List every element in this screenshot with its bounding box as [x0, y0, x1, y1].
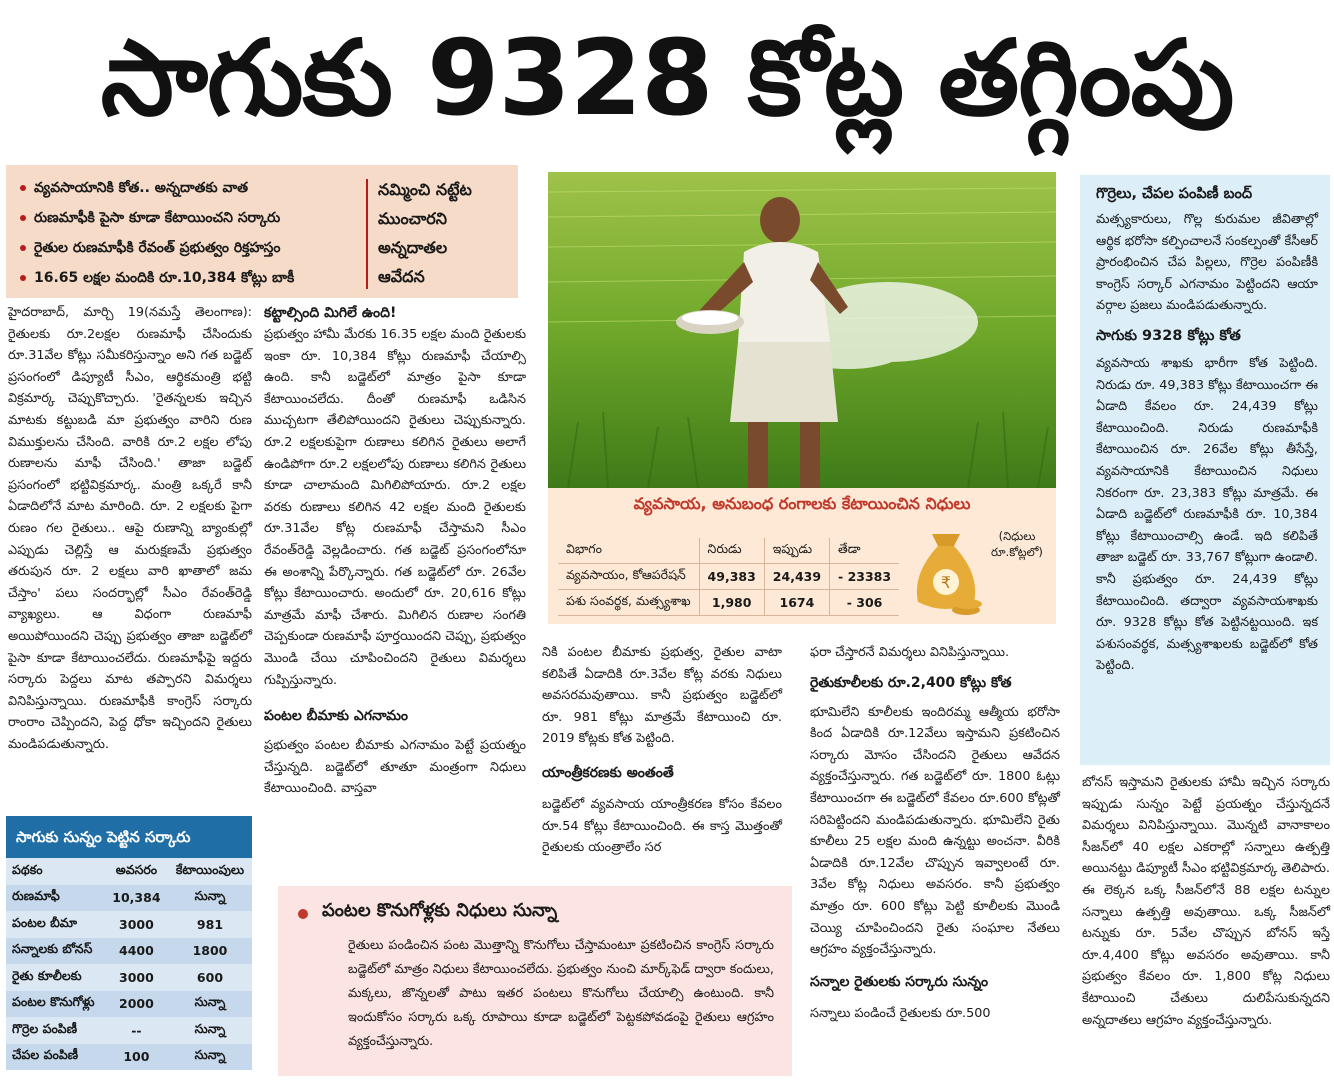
pull-quote-line: నమ్మించి నట్టేట [378, 180, 472, 199]
subheading: గొర్రెలు, చేపల పంపిణీ బంద్ [1096, 186, 1253, 202]
highlight-bullet: 16.65 లక్షల మందికి రూ.10,384 కోట్లు బాకీ [20, 263, 360, 293]
pull-quote-line: ఆవేదన [378, 267, 425, 286]
headline: సాగుకు 9328 కోట్ల తగ్గింపు [100, 17, 1234, 139]
money-bag-icon [908, 524, 984, 620]
table-cell: - 306 [830, 590, 900, 616]
bullet-dot-icon [298, 909, 308, 919]
table-row [6, 1017, 252, 1044]
table-cell: చేపల పంపిణీ [6, 1044, 105, 1071]
highlight-bullet: రుణమాఫీకి పైసా కూడా కేటాయించని సర్కారు [20, 203, 360, 233]
table-header-row [6, 858, 252, 885]
table-cell: 1800 [168, 938, 252, 965]
table-cell: సున్నా [168, 1017, 252, 1044]
table-header-cell: అవసరం [105, 858, 168, 885]
article-column-2 [264, 302, 526, 800]
table-cell: 3000 [105, 911, 168, 938]
highlight-bullet: వ్యవసాయానికి కోత.. అన్నదాతకు వాత [20, 173, 360, 203]
article-column-4 [810, 642, 1060, 1024]
article-paragraph: ప్రభుత్వం హామీ మేరకు 16.35 లక్షల మంది రైతులకు ఇంకా రూ. 10,384 కోట్లు రుణమాఫీ చేయాల్సి ఉంది. కానీ బడ్జెట్‌లో మాత్రం పైసా కూడా కేటాయించలేదు. దీంతో రుణమాఫీ ఒడిసిన ముచ్చటగా తేలిపోయిందని రైతులు చెప్పుకున్నారు. రూ.2 లక్షలకుపైగా రుణాలు కలిగిన రైతులు అలాగే ఉండిపోగా రూ.2 లక్షలలోపు రుణాలు కలిగిన రైతులు కూడా చాలామంది మిగిలిపోయారు. రూ.2 లక్షల వరకు రుణాలు కలిగిన 42 లక్షల మంది రైతులకు రూ.31వేల కోట్ల రుణమాఫీ చేస్తామని సీఎం రేవంత్‌రెడ్డి వెల్లడించారు. గత బడ్జెట్ ప్రసంగంలోనూ ఈ అంశాన్ని పేర్కొన్నారు. గత బడ్జెట్‌లో రూ. 26వేల కోట్లు కేటాయించారు. అందులో రూ. 20,616 కోట్లు మాత్రమే మాఫీ చేశారు. మిగిలిన రుణాల సంగతి చెప్పకుండా రుణమాఫీ పూర్తయిందని చెప్పు, ప్రభుత్వం మొండి చేయి చూపించిందని రైతులు విమర్శలు గుప్పిస్తున్నారు. [264, 327, 526, 688]
article-paragraph: నికి పంటల బీమాకు ప్రభుత్వ, రైతుల వాటా కలిపితే ఏడాదికి రూ.3వేల కోట్ల వరకు నిధులు అవసరమవుతాయి. కానీ ప్రభుత్వం బడ్జెట్‌లో రూ. 981 కోట్లు మాత్రమే కేటాయించి రూ. 2019 కోట్లకు కోత పెట్టింది. [542, 645, 782, 747]
highlights-box [6, 165, 518, 298]
article-paragraph: ప్రభుత్వం పంటల బీమాకు ఎగనామం పెట్టే ప్రయత్నం చేస్తున్నది. బడ్జెట్‌లో తూతూ మంత్రంగా నిధులు కేటాయించింది. వాస్తవా [264, 738, 526, 797]
table-cell: 24,439 [764, 564, 829, 590]
pull-quote [378, 175, 518, 291]
table-cell: పంటల కొనుగోళ్లు [6, 991, 105, 1018]
box-paragraph: రైతులు పండించిన పంట మొత్తాన్ని కొనుగోలు చేస్తామంటూ ప్రకటించిన కాంగ్రెస్ సర్కారు బడ్జెట్‌లో మాత్రం నిధులు కేటాయించలేదు. ప్రభుత్వం నుంచి మార్క్‌ఫెడ్ ద్వారా కందులు, మక్కలు, జొన్నలతో పాటు ఇతర పంటలు కొనుగోలు చేయాల్సి ఉంటుంది. కానీ ఇందుకోసం సర్కారు ఒక్క రూపాయి కూడా బడ్జెట్‌లో పెట్టకపోవడంపై రైతులు ఆగ్రహం వ్యక్తంచేస్తున్నారు. [348, 938, 774, 1049]
table-cell: గొర్రెల పంపిణీ [6, 1017, 105, 1044]
table-cell: సన్నాలకు బోనస్ [6, 938, 105, 965]
pull-quote-line: అన్నదాతల [378, 238, 448, 257]
allocation-panel [548, 488, 1056, 624]
table-row [6, 991, 252, 1018]
farmer-sowing-illustration [548, 172, 1056, 488]
article-paragraph: మత్స్యకారులు, గొల్ల కురుమల జీవితాల్లో ఆర్థిక భరోసా కల్పించాలనే సంకల్పంతో కేసీఆర్ ప్రారంభించిన చేప పిల్లలు, గొర్రెల పంపిణీకి కాంగ్రెస్ సర్కార్ ఎగనామం పెట్టిందని ఆయా వర్గాల ప్రజలు మండిపడుతున్నారు. [1096, 212, 1318, 314]
sidebar-content [1096, 183, 1318, 677]
table-cell: 2000 [105, 991, 168, 1018]
table-cell: రుణమాఫీ [6, 885, 105, 912]
table-header-row [558, 538, 899, 564]
article-paragraph: బడ్జెట్‌లో వ్యవసాయ యాంత్రీకరణ కోసం కేవలం రూ.54 కోట్లు కేటాయించింది. ఈ కాస్త మొత్తంతో రైతులకు యంత్రాలేం సర [542, 796, 782, 856]
table-cell: పశు సంవర్థక, మత్స్యశాఖ [558, 590, 699, 616]
table-cell: 49,383 [699, 564, 764, 590]
table-header-cell: ఇప్పుడు [764, 538, 829, 564]
article-paragraph: సన్నాలు పండించే రైతులకు రూ.500 [810, 1005, 991, 1021]
table-header-cell: నిరుడు [699, 538, 764, 564]
table-row [6, 938, 252, 965]
table-row [558, 564, 899, 590]
table-cell: సున్నా [168, 991, 252, 1018]
summary-table-box [6, 816, 252, 1070]
table-cell: 1674 [764, 590, 829, 616]
highlight-bullet: రైతుల రుణమాఫీకి రేవంత్ ప్రభుత్వం రిక్తహస్తం [20, 233, 360, 263]
table-cell: పంటల బీమా [6, 911, 105, 938]
article-paragraph: ఫరా చేస్తారనే విమర్శలు వినిపిస్తున్నాయి. [810, 645, 1010, 660]
table-cell: -- [105, 1017, 168, 1044]
subheading: రైతుకూలీలకు రూ.2,400 కోట్లు కోత [810, 674, 1012, 691]
table-header-cell: పథకం [6, 858, 105, 885]
allocation-table [558, 538, 899, 616]
table-cell: 10,384 [105, 885, 168, 912]
svg-text:₹: ₹ [940, 573, 952, 592]
allocation-title: వ్యవసాయ, అనుబంధ రంగాలకు కేటాయించిన నిధులు [633, 494, 971, 513]
table-row [6, 1044, 252, 1071]
table-cell: 100 [105, 1044, 168, 1071]
subheading: కట్టాల్సింది మిగిలే ఉంది! [264, 305, 397, 321]
table-row [6, 964, 252, 991]
table-cell: వ్యవసాయం, కోఆపరేషన్ [558, 564, 699, 590]
article-paragraph: హైదరాబాద్, మార్చి 19(నమస్తే తెలంగాణ): రైతులకు రూ.2లక్షల రుణమాఫీ చేసిందుకు రూ.31వేల కోట్లు సమీకరిస్తున్నాం అని గత బడ్జెట్ ప్రసంగంలో డిప్యూటీ సీఎం, ఆర్థికమంత్రి భట్టి విక్రమార్క చెప్పుకొచ్చారు. 'రైతన్నలకు ఇచ్చిన మాటకు కట్టుబడి మా ప్రభుత్వం వారిని రుణ విముక్తులను చేసింది. వారికి రూ.2 లక్షల లోపు రుణాలను మాఫీ చేసింది.' తాజా బడ్జెట్ ప్రసంగంలో భట్టివిక్రమార్క. మంత్రి ఒక్కరే కానీ ఏడాదిలోనే మాట మారింది. రూ. 2 లక్షలకు పైగా రుణం గల రైతులు.. ఆపై రుణాన్ని బ్యాంకుల్లో ఎప్పుడు చెల్లిస్తే ఆ మరుక్షణమే ప్రభుత్వం తరుపున రూ. 2 లక్షలు వారి ఖాతాలో జమ చేస్తాం' పలు సందర్భాల్లో సీఎం రేవంత్‌రెడ్డి వ్యాఖ్యలు. ఆ విధంగా రుణమాఫీ అయిపోయిందని చెప్పు ప్రభుత్వం తాజా బడ్జెట్‌లో పైసా కూడా కేటాయించలేదు. రుణమాఫీపై ఇద్దరు సర్కారు పెద్దలు మాట తప్పారని విమర్శలు వినిపిస్తున్నాయి. రుణమాఫీకి కాంగ్రెస్ సర్కారు రాంరాం చెప్పిందని, పెద్ద ధోకా ఇచ్చిందని రైతులు మండిపడుతున్నారు. [8, 305, 252, 752]
summary-table-title: సాగుకు సున్నం పెట్టిన సర్కారు [6, 816, 252, 858]
farmer-photo [548, 172, 1056, 488]
article-paragraph: భూమిలేని కూలీలకు ఇందిరమ్మ ఆత్మీయ భరోసా కింద ఏడాదికి రూ.12వేలు ఇస్తామని ప్రకటించిన సర్కారు మోసం చేసిందని రైతులు ఆవేదన వ్యక్తంచేస్తున్నారు. గత బడ్జెట్‌లో రూ. 1800 ఓట్లు కేటాయించగా ఈ బడ్జెట్‌లో కేవలం రూ.600 కోట్లతో సరిపెట్టిందని మండిపడుతున్నారు. భూమిలేని రైతు కూలీలు 25 లక్షల మంది ఉన్నట్టు అంచనా. వీరికి ఏడాదికి రూ.12వేల చొప్పున ఇవ్వాలంటే రూ. 3వేల కోట్ల నిధులు అవసరం. కానీ ప్రభుత్వం మాత్రం రూ. 600 కోట్లు పెట్టి కూలీలకు మొండి చెయ్యి చూపించిందని రైతు సంఘాల నేతలు ఆగ్రహం వ్యక్తంచేస్తున్నారు. [810, 704, 1060, 958]
table-cell: 600 [168, 964, 252, 991]
unit-note: (నిధులు రూ.కోట్లలో) [991, 529, 1043, 559]
pull-quote-line: ముంచారని [378, 209, 447, 228]
subheading: సన్నాల రైతులకు సర్కారు సున్నం [810, 973, 989, 990]
article-column-1 [8, 302, 252, 755]
subheading: పంటల బీమాకు ఎగనామం [264, 708, 409, 725]
table-cell: సున్నా [168, 885, 252, 912]
table-row [558, 590, 899, 616]
quote-divider [366, 179, 368, 289]
table-row [6, 911, 252, 938]
article-paragraph: వ్యవసాయ శాఖకు భారీగా కోత పెట్టింది. నిరుడు రూ. 49,383 కోట్లు కేటాయించగా ఈ ఏడాది కేవలం రూ. 24,439 కోట్లు కేటాయించింది. నిరుడు రుణమాఫీకి కేటాయించిన రూ. 26వేల కోట్లు తీసేస్తే, వ్యవసాయానికి కేటాయించిన నిధులు నికరంగా రూ. 23,383 కోట్లు మాత్రమే. ఈ ఏడాది బడ్జెట్‌లో రుణమాఫీకి రూ. 10,384 కోట్లు కేటాయించాల్సి ఉండే. ఇది కలిపితే తాజా బడ్జెట్ రూ. 33,767 కోట్లుగా ఉండాలి. కానీ ప్రభుత్వం రూ. 24,439 కోట్లు కేటాయించింది. తద్వారా వ్యవసాయశాఖకు రూ. 9328 కోట్లు కోత పెట్టినట్టయింది. ఇక పశుసంవర్థక, మత్స్యశాఖలకు బడ్జెట్‌లో కోత పెట్టింది. [1096, 355, 1318, 674]
table-cell: 1,980 [699, 590, 764, 616]
subheading: సాగుకు 9328 కోట్లు కోత [1096, 327, 1241, 344]
summary-table [6, 858, 252, 1070]
box-title: పంటల కొనుగోళ్లకు నిధులు సున్నా [322, 900, 558, 921]
table-cell: 3000 [105, 964, 168, 991]
table-cell: - 23383 [830, 564, 900, 590]
table-header-cell: కేటాయింపులు [168, 858, 252, 885]
article-paragraph: బోనస్ ఇస్తామని రైతులకు హామీ ఇచ్చిన సర్కారు ఇప్పుడు సున్నం పెట్టే ప్రయత్నం చేస్తున్నదనే విమర్శలు వినిపిస్తున్నాయి. మొన్నటి వానాకాలం సీజన్‌లో 40 లక్షల ఎకరాల్లో సన్నాలు ఉత్పత్తి అయినట్టు డిప్యూటీ సీఎం భట్టివిక్రమార్క తెలిపారు. ఈ లెక్కన ఒక్క సీజన్‌లోనే 88 లక్షల టన్నుల సన్నాలు ఉత్పత్తి అవుతాయి. ఒక్క సీజన్‌లో టన్నుకు రూ. 5వేల చొప్పున బోనస్ ఇస్తే రూ.4,400 కోట్లు అవసరం అవుతాయి. కానీ ప్రభుత్వం కేవలం రూ. 1,800 కోట్ల నిధులు కేటాయించి చేతులు దులిపేసుకున్నదని అన్నదాతలు ఆగ్రహం వ్యక్తంచేస్తున్నారు. [1082, 775, 1330, 1028]
table-header-cell: తేడా [830, 538, 900, 564]
article-column-3 [542, 642, 782, 859]
table-cell: 4400 [105, 938, 168, 965]
table-cell: సున్నా [168, 1044, 252, 1071]
table-header-cell: విభాగం [558, 538, 699, 564]
article-column-5 [1082, 772, 1330, 1031]
subheading: యాంత్రీకరణకు అంతంతే [542, 764, 674, 781]
table-cell: రైతు కూలీలకు [6, 964, 105, 991]
table-cell: 981 [168, 911, 252, 938]
table-row [6, 885, 252, 912]
crop-procurement-box [278, 886, 792, 1076]
highlight-bullets [20, 173, 360, 293]
sidebar-box [1080, 175, 1330, 765]
